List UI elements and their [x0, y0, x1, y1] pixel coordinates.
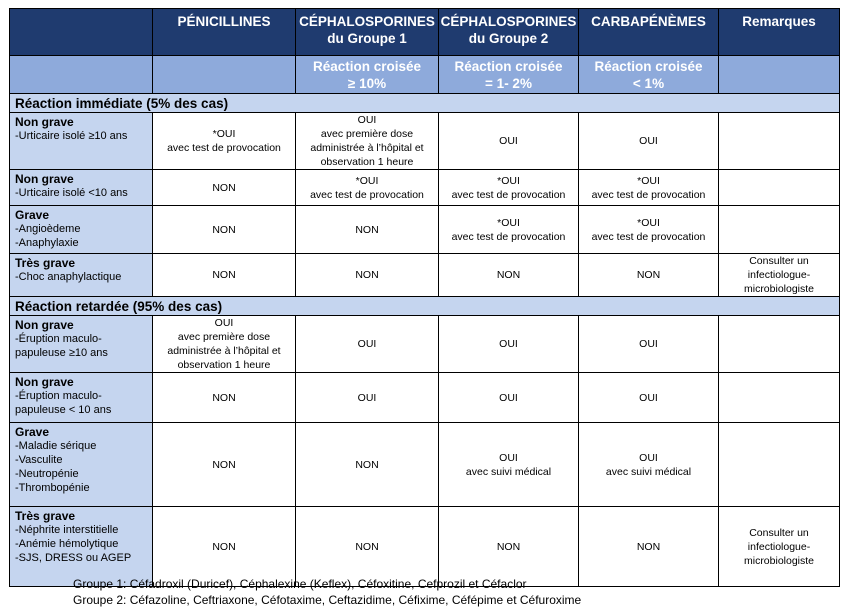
- table-cell: *OUI avec test de provocation: [579, 170, 719, 206]
- header-cephalosporines-g2: CÉPHALOSPORINES du Groupe 2: [439, 9, 579, 56]
- table-cell: OUI avec première dose administrée à l’hôpital et observation 1 heure: [296, 113, 439, 170]
- symptom-detail: -Éruption maculo-: [15, 333, 102, 345]
- section-title: Réaction immédiate (5% des cas): [10, 94, 840, 113]
- subheader-penicillines: [153, 56, 296, 94]
- table-cell: OUI: [579, 113, 719, 170]
- row-label: [10, 507, 153, 587]
- table-row: [10, 254, 840, 297]
- table-cell: *OUI avec test de provocation: [153, 113, 296, 170]
- table-cell: [719, 170, 840, 206]
- severity-label: Non grave: [15, 375, 74, 389]
- header-cephalosporines-g1: CÉPHALOSPORINES du Groupe 1: [296, 9, 439, 56]
- header-remarques: Remarques: [719, 9, 840, 56]
- footnotes: [73, 576, 581, 608]
- symptom-detail: -Maladie sérique: [15, 440, 97, 452]
- row-label: [10, 373, 153, 423]
- table-cell: Consulter un infectiologue- microbiologiste: [719, 254, 840, 297]
- table-cell: NON: [153, 373, 296, 423]
- subheader-cephalosporines-g2: Réaction croisée = 1- 2%: [439, 56, 579, 94]
- table-cell: OUI avec suivi médical: [579, 423, 719, 507]
- table-cell: Consulter un infectiologue- microbiologiste: [719, 507, 840, 587]
- subheader-row: [10, 56, 840, 94]
- symptom-detail: -Vasculite: [15, 454, 63, 466]
- table-cell: NON: [579, 507, 719, 587]
- row-label: [10, 206, 153, 254]
- table-cell: OUI: [296, 373, 439, 423]
- row-label: [10, 170, 153, 206]
- header-penicillines: PÉNICILLINES: [153, 9, 296, 56]
- table-cell: OUI avec première dose administrée à l’hôpital et observation 1 heure: [153, 316, 296, 373]
- symptom-detail: -Urticaire isolé <10 ans: [15, 187, 128, 199]
- table-cell: NON: [153, 170, 296, 206]
- table-cell: [719, 113, 840, 170]
- table-cell: NON: [439, 507, 579, 587]
- table-cell: *OUI avec test de provocation: [439, 170, 579, 206]
- table-cell: NON: [296, 507, 439, 587]
- symptom-detail: -Éruption maculo-: [15, 390, 102, 402]
- severity-label: Grave: [15, 425, 50, 439]
- table-cell: OUI: [439, 113, 579, 170]
- table-row: [10, 423, 840, 507]
- table-cell: *OUI avec test de provocation: [296, 170, 439, 206]
- severity-label: Non grave: [15, 115, 74, 129]
- table-row: [10, 373, 840, 423]
- severity-label: Non grave: [15, 318, 74, 332]
- symptom-detail: -SJS, DRESS ou AGEP: [15, 552, 132, 564]
- subheader-remarques: [719, 56, 840, 94]
- symptom-detail: -Thrombopénie: [15, 482, 90, 494]
- severity-label: Non grave: [15, 172, 74, 186]
- cross-reactivity-table: [9, 8, 840, 587]
- severity-label: Grave: [15, 208, 50, 222]
- severity-label: Très grave: [15, 256, 76, 270]
- table-cell: NON: [579, 254, 719, 297]
- section-row: [10, 94, 840, 113]
- subheader-carbapenemes: Réaction croisée < 1%: [579, 56, 719, 94]
- symptom-detail: -Neutropénie: [15, 468, 79, 480]
- header-corner: [10, 9, 153, 56]
- row-label: [10, 423, 153, 507]
- table-row: [10, 113, 840, 170]
- table-cell: NON: [153, 507, 296, 587]
- footnote-groupe-1: Groupe 1: Céfadroxil (Duricef), Céphalexine (Keflex), Céfoxitine, Cefprozil et Céfaclor: [73, 577, 527, 591]
- symptom-detail: papuleuse < 10 ans: [15, 404, 112, 416]
- section-title: Réaction retardée (95% des cas): [10, 297, 840, 316]
- table-cell: OUI: [296, 316, 439, 373]
- table-cell: NON: [296, 423, 439, 507]
- table-cell: OUI: [579, 316, 719, 373]
- header-carbapenemes: CARBAPÉNÈMES: [579, 9, 719, 56]
- header-row: [10, 9, 840, 56]
- table-cell: OUI: [439, 316, 579, 373]
- table-cell: NON: [153, 423, 296, 507]
- table-row: [10, 206, 840, 254]
- table-cell: [719, 373, 840, 423]
- symptom-detail: -Anémie hémolytique: [15, 538, 119, 550]
- section-row: [10, 297, 840, 316]
- table-row: [10, 316, 840, 373]
- table-cell: NON: [153, 254, 296, 297]
- table-cell: NON: [296, 206, 439, 254]
- symptom-detail: -Choc anaphylactique: [15, 271, 122, 283]
- symptom-detail: -Anaphylaxie: [15, 237, 79, 249]
- symptom-detail: -Urticaire isolé ≥10 ans: [15, 130, 128, 142]
- table-cell: *OUI avec test de provocation: [579, 206, 719, 254]
- table-cell: NON: [296, 254, 439, 297]
- row-label: [10, 254, 153, 297]
- table-cell: [719, 206, 840, 254]
- symptom-detail: papuleuse ≥10 ans: [15, 347, 108, 359]
- table-row: [10, 170, 840, 206]
- subheader-cephalosporines-g1: Réaction croisée ≥ 10%: [296, 56, 439, 94]
- table-row: [10, 507, 840, 587]
- row-label: [10, 316, 153, 373]
- table-cell: NON: [439, 254, 579, 297]
- row-label: [10, 113, 153, 170]
- table-cell: [719, 423, 840, 507]
- allergy-table-container: [9, 8, 839, 587]
- table-cell: OUI: [579, 373, 719, 423]
- symptom-detail: -Néphrite interstitielle: [15, 524, 119, 536]
- table-cell: [719, 316, 840, 373]
- footnote-groupe-2: Groupe 2: Céfazoline, Ceftriaxone, Céfotaxime, Ceftazidime, Céfixime, Céfépime et Céfuroxime: [73, 593, 582, 607]
- symptom-detail: -Angioèdeme: [15, 223, 81, 235]
- subheader-corner: [10, 56, 153, 94]
- table-cell: NON: [153, 206, 296, 254]
- table-cell: *OUI avec test de provocation: [439, 206, 579, 254]
- table-cell: OUI avec suivi médical: [439, 423, 579, 507]
- severity-label: Très grave: [15, 509, 76, 523]
- table-cell: OUI: [439, 373, 579, 423]
